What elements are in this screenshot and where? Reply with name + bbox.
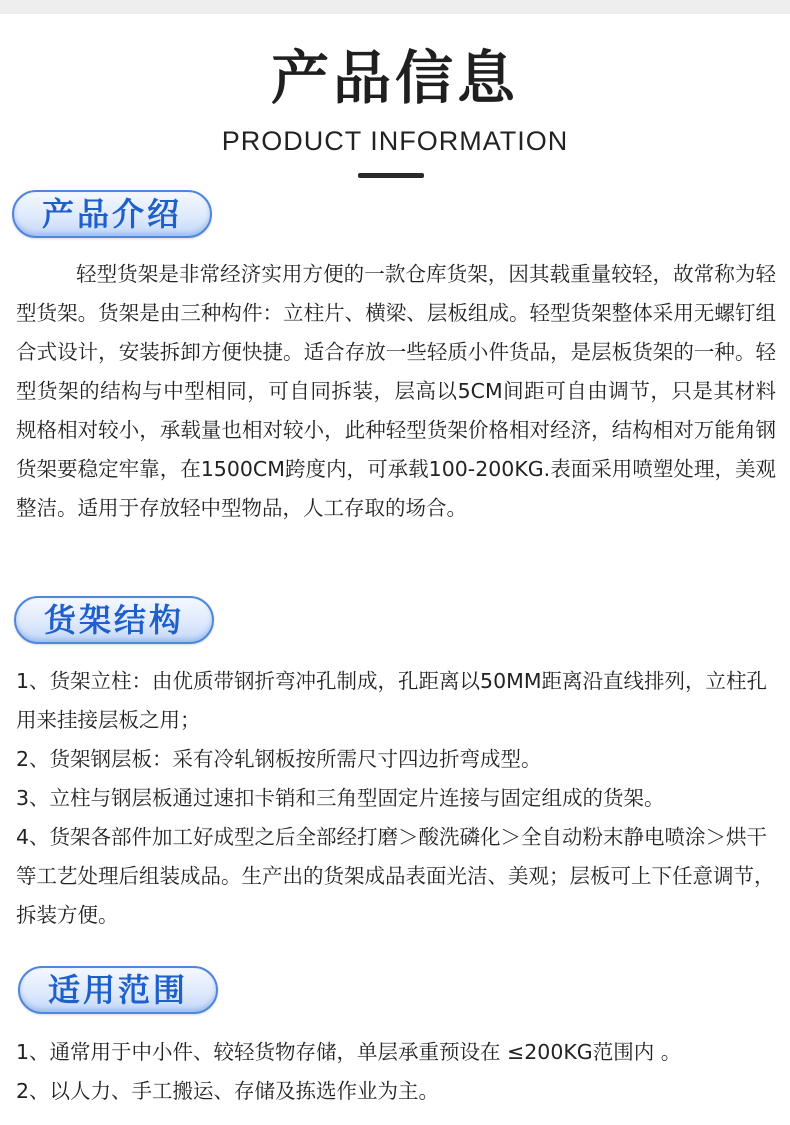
title-divider <box>358 173 424 178</box>
section-label-structure-text: 货架结构 <box>43 601 184 639</box>
list-item: 1、通常用于中小件、较轻货物存储，单层承重预设在 ≤200KG范围内 。 <box>16 1040 682 1064</box>
intro-paragraph <box>16 255 776 528</box>
section-label-intro <box>12 190 212 238</box>
section-label-intro-text: 产品介绍 <box>41 195 182 233</box>
section-label-structure <box>14 596 214 644</box>
page-title: 产品信息 <box>270 44 519 112</box>
scope-list <box>16 1033 776 1111</box>
section-label-scope-text: 适用范围 <box>47 971 188 1009</box>
section-label-scope <box>18 966 218 1014</box>
list-item: 4、货架各部件加工好成型之后全部经打磨＞酸洗磷化＞全自动粉末静电喷涂＞烘干等工艺处理后组装成品。生产出的货架成品表面光洁、美观；层板可上下任意调节，拆装方便。 <box>16 825 775 927</box>
intro-text: 轻型货架是非常经济实用方便的一款仓库货架，因其载重量较轻，故常称为轻型货架。货架是由三种构件：立柱片、横梁、层板组成。轻型货架整体采用无螺钉组合式设计，安装拆卸方便快捷。适合存放一些轻质小件货品，是层板货架的一种。轻型货架的结构与中型相同，可自同拆装，层高以5CM间距可自由调节，只是其材料规格相对较小，承载量也相对较小，此种轻型货架价格相对经济，结构相对万能角钢货架要稳定牢靠，在1500CM跨度内，可承载100-200KG.表面采用喷塑处理，美观整洁。适用于存放轻中型物品，人工存取的场合。 <box>16 262 776 520</box>
list-item: 3、立柱与钢层板通过速扣卡销和三角型固定片连接与固定组成的货架。 <box>16 786 665 810</box>
structure-list <box>16 662 776 935</box>
list-item: 1、货架立柱：由优质带钢折弯冲孔制成，孔距离以50MM距离沿直线排列，立柱孔用来挂接层板之用； <box>16 669 768 732</box>
list-item: 2、货架钢层板：采有冷轧钢板按所需尺寸四边折弯成型。 <box>16 747 542 771</box>
page-subtitle: PRODUCT INFORMATION <box>221 126 569 156</box>
top-band <box>0 0 790 14</box>
list-item: 2、以人力、手工搬运、存储及拣选作业为主。 <box>16 1079 440 1103</box>
